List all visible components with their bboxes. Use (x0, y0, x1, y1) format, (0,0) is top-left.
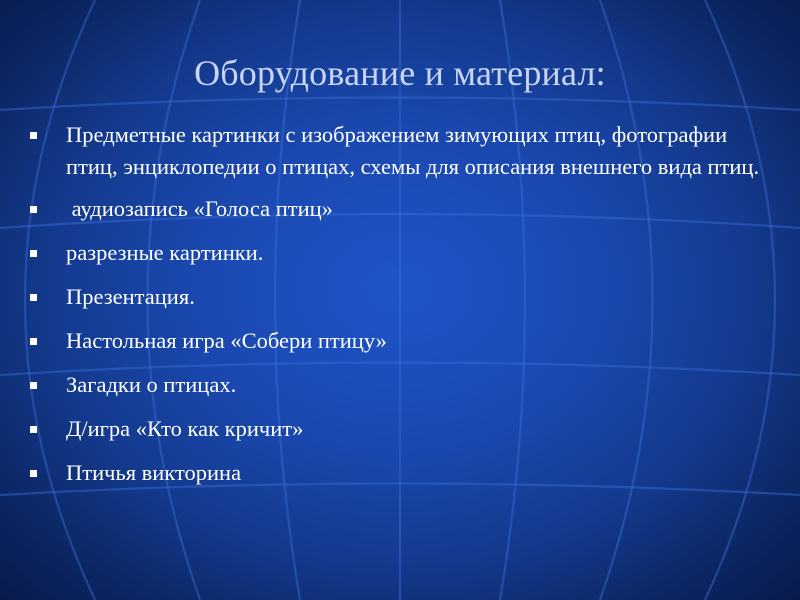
list-item-text: разрезные картинки. (66, 240, 264, 265)
square-bullet-icon (30, 382, 37, 389)
list-item-text: Предметные картинки с изображением зимующих птиц, фотографии птиц, энциклопедии о птицах, схемы для описания внешнего вида птиц. (66, 122, 760, 179)
list-item-text: аудиозапись «Голоса птиц» (66, 196, 333, 221)
list-item (30, 369, 760, 401)
square-bullet-icon (30, 206, 37, 213)
list-item (30, 325, 760, 357)
list-item (30, 193, 760, 225)
slide-title: Оборудование и материал: (194, 53, 606, 93)
bullet-list (30, 119, 760, 501)
square-bullet-icon (30, 338, 37, 345)
list-item (30, 119, 760, 183)
list-item (30, 457, 760, 489)
list-item-text: Настольная игра «Собери птицу» (66, 328, 387, 353)
square-bullet-icon (30, 132, 37, 139)
list-item (30, 413, 760, 445)
square-bullet-icon (30, 250, 37, 257)
square-bullet-icon (30, 426, 37, 433)
square-bullet-icon (30, 294, 37, 301)
list-item-text: Д/игра «Кто как кричит» (66, 416, 304, 441)
square-bullet-icon (30, 470, 37, 477)
list-item (30, 237, 760, 269)
list-item (30, 281, 760, 313)
list-item-text: Загадки о птицах. (66, 372, 237, 397)
list-item-text: Презентация. (66, 284, 195, 309)
list-item-text: Птичья викторина (66, 460, 242, 485)
